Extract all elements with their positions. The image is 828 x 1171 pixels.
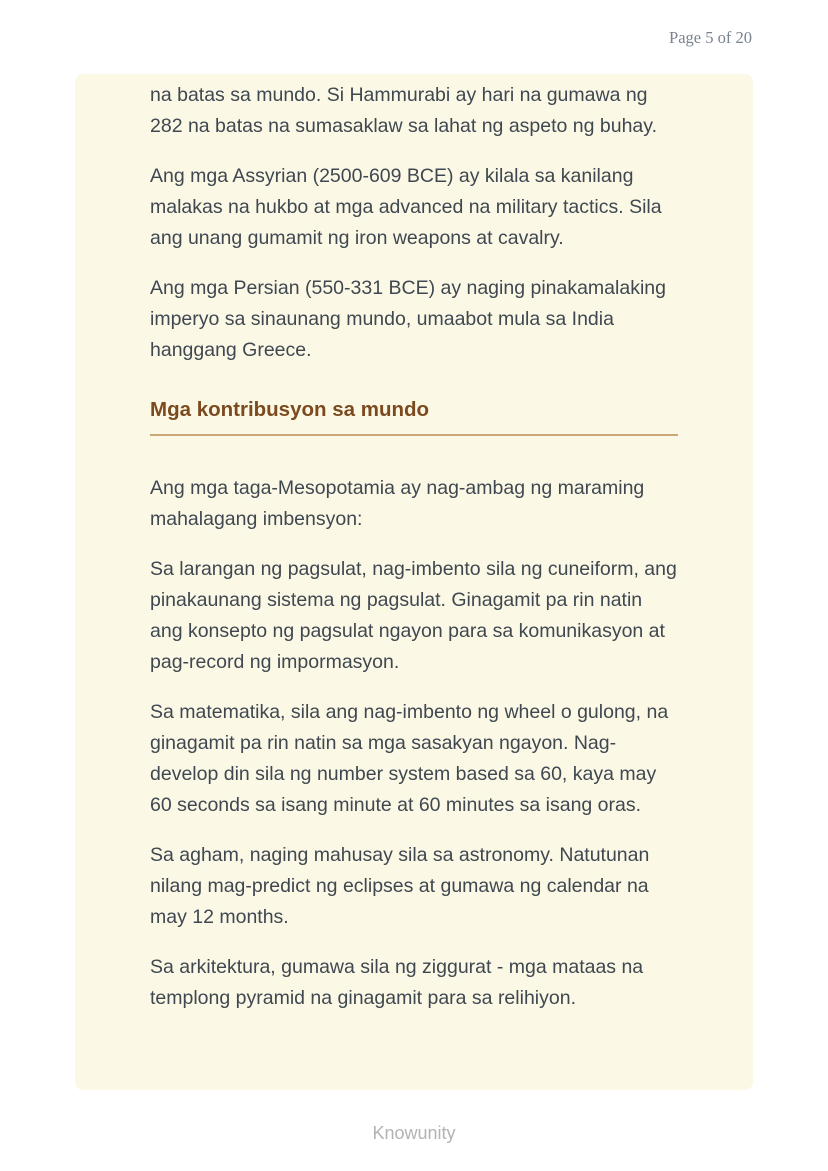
page-indicator: Page 5 of 20 [669, 28, 752, 47]
paragraph: na batas sa mundo. Si Hammurabi ay hari na gumawa ng 282 na batas na sumasaklaw sa lahat ng aspeto ng buhay. [150, 84, 657, 137]
paragraph: Sa matematika, sila ang nag-imbento ng wheel o gulong, na ginagamit pa rin natin sa mga sasakyan ngayon. Nag-develop din sila ng number system based sa 60, kaya may 60 seconds sa isang minute at 60 minutes sa isang oras. [150, 701, 669, 816]
footer-brand: Knowunity [372, 1123, 456, 1143]
paragraph: Sa larangan ng pagsulat, nag-imbento sila ng cuneiform, ang pinakaunang sistema ng pagsulat. Ginagamit pa rin natin ang konsepto ng pagsulat ngayon para sa komunikasyon at pag-record ng impormasyon. [150, 558, 677, 673]
paragraph: Ang mga Assyrian (2500-609 BCE) ay kilala sa kanilang malakas na hukbo at mga advanced na military tactics. Sila ang unang gumamit ng iron weapons at cavalry. [150, 165, 662, 249]
section-heading: Mga kontribusyon sa mundo [150, 396, 678, 436]
document-card [75, 74, 753, 1090]
paragraph: Ang mga taga-Mesopotamia ay nag-ambag ng maraming mahalagang imbensyon: [150, 477, 645, 530]
paragraph: Sa agham, naging mahusay sila sa astronomy. Natutunan nilang mag-predict ng eclipses at gumawa ng calendar na may 12 months. [150, 844, 650, 928]
paragraph: Ang mga Persian (550-331 BCE) ay naging pinakamalaking imperyo sa sinaunang mundo, umaabot mula sa India hanggang Greece. [150, 277, 666, 361]
paragraph: Sa arkitektura, gumawa sila ng ziggurat - mga mataas na templong pyramid na ginagamit para sa relihiyon. [150, 956, 644, 1009]
